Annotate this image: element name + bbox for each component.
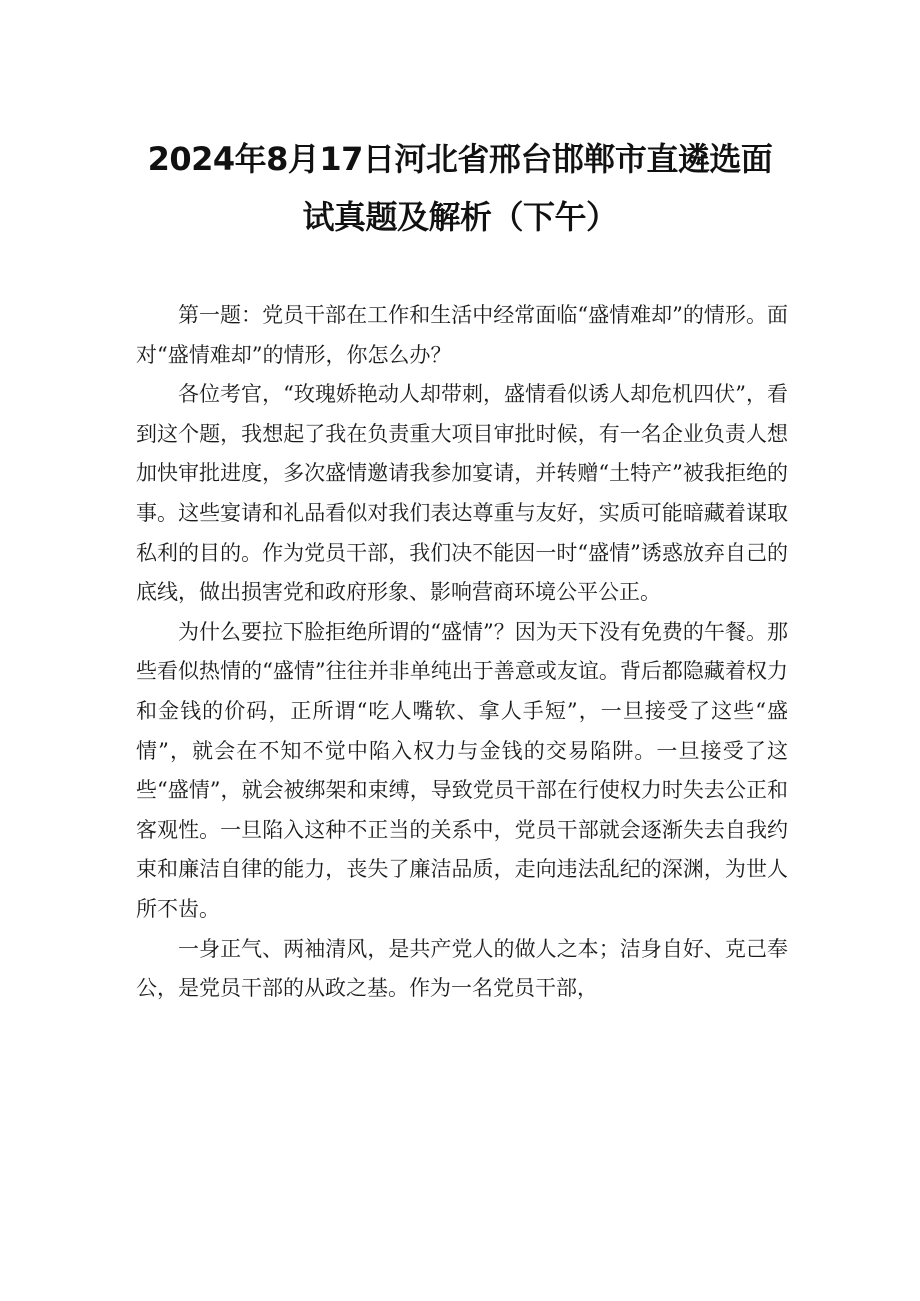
paragraph-opening: 各位考官，“玫瑰娇艳动人却带刺，盛情看似诱人却危机四伏”，看到这个题，我想起了我在负责重大项目审批时候，有一名企业负责人想加快审批进度，多次盛情邀请我参加宴请，并转赠“土特产”被我拒绝的事。这些宴请和礼品看似对我们表达尊重与友好，实质可能暗藏着谋取私利的目的。作为党员干部，我们决不能因一时“盛情”诱惑放弃自己的底线，做出损害党和政府形象、影响营商环境公平公正。 xyxy=(136,382,788,605)
paragraph-question: 第一题：党员干部在工作和生活中经常面临“盛情难却”的情形。面对“盛情难却”的情形，你怎么办？ xyxy=(136,303,788,367)
paragraph-conclusion: 一身正气、两袖清风，是共产党人的做人之本；洁身自好、克己奉公，是党员干部的从政之基。作为一名党员干部， xyxy=(136,936,788,1001)
paragraph-reason: 为什么要拉下脸拒绝所谓的“盛情”？因为天下没有免费的午餐。那些看似热情的“盛情”往往并非单纯出于善意或友谊。背后都隐藏着权力和金钱的价码，正所谓“吃人嘴软、拿人手短”，一旦接受了这些“盛情”，就会在不知不觉中陷入权力与金钱的交易陷阱。一旦接受了这些“盛情”，就会被绑架和束缚，导致党员干部在行使权力时失去公正和客观性。一旦陷入这种不正当的关系中，党员干部就会逐渐失去自我约束和廉洁自律的能力，丧失了廉洁品质，走向违法乱纪的深渊，为世人所不齿。 xyxy=(136,619,788,921)
title-line-1: 2024年8月17日河北省邢台邯郸市直遴选面 xyxy=(147,140,773,178)
title-line-2: 试真题及解析（下午） xyxy=(302,198,618,236)
document-body xyxy=(136,296,788,1009)
document-title xyxy=(120,130,800,246)
